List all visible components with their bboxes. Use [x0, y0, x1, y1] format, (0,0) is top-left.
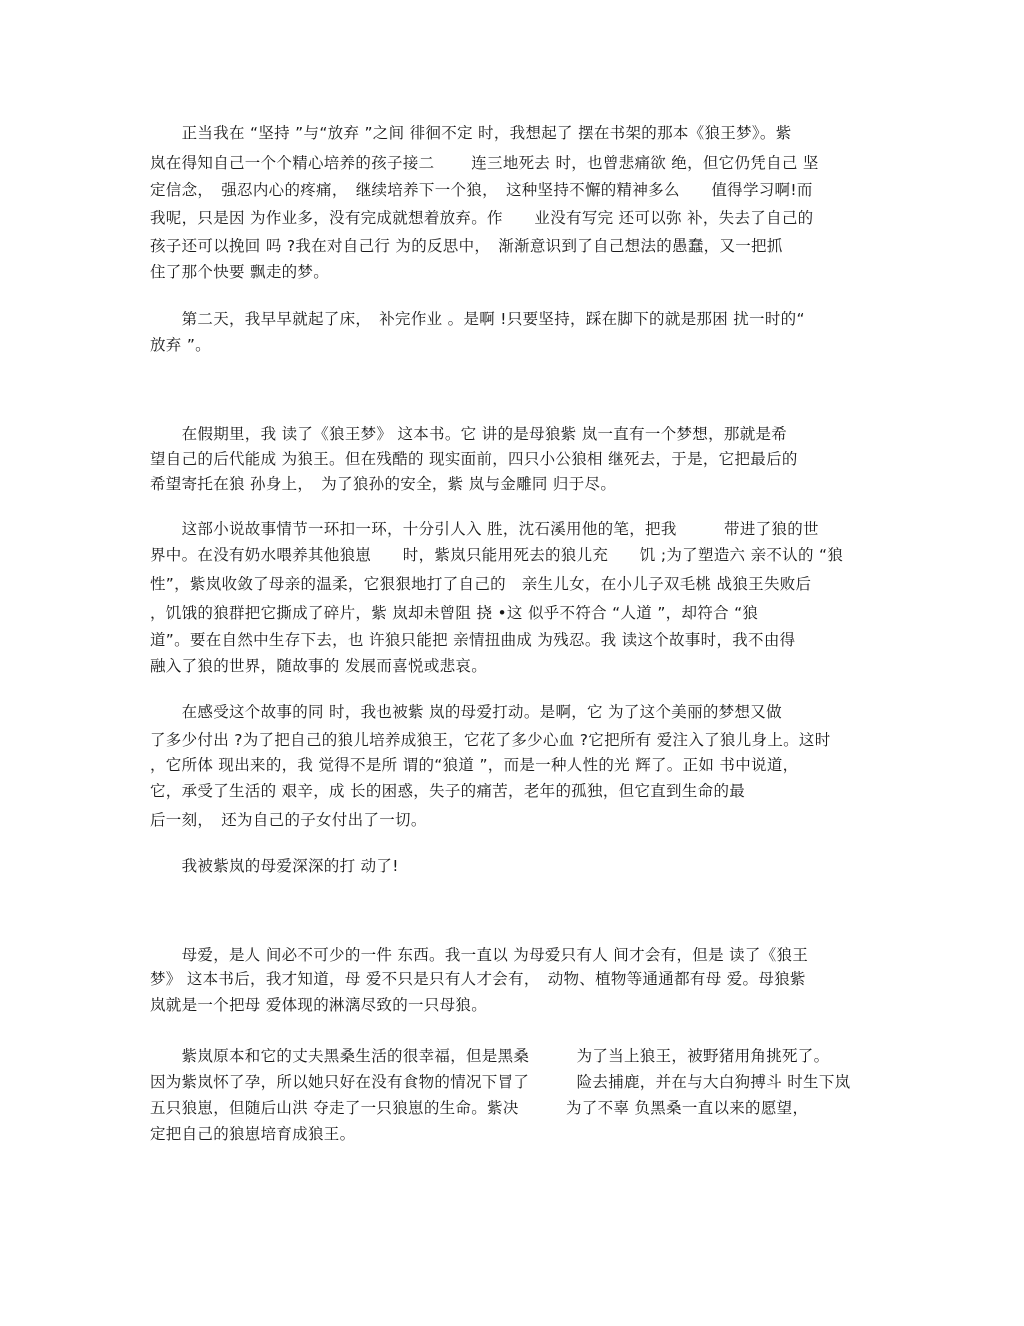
text-line: 五只狼崽，但随后山洪 夺走了一只狼崽的生命。紫决 为了不辜 负黑桑一直以来的愿望，: [150, 1099, 809, 1117]
text-line: 孩子还可以挽回 吗 ?我在对自己行 为的反思中， 渐渐意识到了自己想法的愚蠢，又一把抓: [150, 237, 783, 255]
text-line: 我被紫岚的母爱深深的打 动了!: [150, 857, 399, 875]
text-line: 定把自己的狼崽培育成狼王。: [150, 1125, 356, 1143]
text-line: 希望寄托在狼 孙身上， 为了狼孙的安全，紫 岚与金雕同 归于尽。: [150, 475, 617, 493]
text-line: 紫岚原本和它的丈夫黑桑生活的很幸福，但是黑桑 为了当上狼王，被野猪用角挑死了。: [150, 1047, 830, 1065]
text-line: 在感受这个故事的同 时，我也被紫 岚的母爱打动。是啊，它 为了这个美丽的梦想又做: [150, 703, 782, 721]
text-line: ，饥饿的狼群把它撕成了碎片，紫 岚却未曾阻 挠 •这 似乎不符合 “人道 ”，却符合 “狼: [150, 604, 759, 622]
text-line: 放弃 ”。: [150, 336, 211, 354]
text-line: 岚在得知自己一个个精心培养的孩子接二 连三地死去 时，也曾悲痛欲 绝，但它仍凭自己 坚: [150, 154, 819, 172]
text-line: 在假期里，我 读了《狼王梦》 这本书。它 讲的是母狼紫 岚一直有一个梦想，那就是希: [150, 425, 788, 443]
text-line: 道”。要在自然中生存下去，也 许狼只能把 亲情扭曲成 为残忍。我 读这个故事时，我不由得: [150, 631, 796, 649]
text-line: 正当我在 “坚持 ”与“放弃 ”之间 徘徊不定 时，我想起了 摆在书架的那本《狼王梦》。紫: [150, 124, 792, 142]
text-line: 母爱，是人 间必不可少的一件 东西。我一直以 为母爱只有人 间才会有，但是 读了《狼王: [150, 946, 809, 964]
text-line: 后一刻， 还为自己的子女付出了一切。: [150, 811, 427, 829]
text-line: 因为紫岚怀了孕，所以她只好在没有食物的情况下冒了 险去捕鹿，并在与大白狗搏斗 时生下岚: [150, 1073, 851, 1091]
text-line: 这部小说故事情节一环扣一环，十分引人入 胜，沈石溪用他的笔，把我 带进了狼的世: [150, 520, 819, 538]
text-line: 第二天，我早早就起了床， 补完作业 。是啊 !只要坚持，踩在脚下的就是那困 扰一时的“: [150, 310, 805, 328]
text-line: 我呢，只是因 为作业多，没有完成就想着放弃。作 业没有写完 还可以弥 补，失去了自己的: [150, 209, 814, 227]
text-line: 梦》 这本书后，我才知道，母 爱不只是只有人才会有， 动物、植物等通通都有母 爱。母狼紫: [150, 970, 806, 988]
text-line: 界中。在没有奶水喂养其他狼崽 时，紫岚只能用死去的狼儿充 饥 ;为了塑造六 亲不认的 “狼: [150, 546, 844, 564]
text-line: 望自己的后代能成 为狼王。但在残酷的 现实面前，四只小公狼相 继死去，于是，它把最后的: [150, 450, 798, 468]
text-line: 岚就是一个把母 爱体现的淋漓尽致的一只母狼。: [150, 996, 488, 1014]
text-line: 住了那个快要 飘走的梦。: [150, 263, 330, 281]
text-line: 性”，紫岚收敛了母亲的温柔，它狠狠地打了自己的 亲生儿女，在小儿子双毛桃 战狼王失败后: [150, 575, 812, 593]
text-line: 它，承受了生活的 艰辛，成 长的困惑，失子的痛苦，老年的孤独，但它直到生命的最: [150, 782, 746, 800]
text-line: 融入了狼的世界，随故事的 发展而喜悦或悲哀。: [150, 657, 488, 675]
text-line: 定信念， 强忍内心的疼痛， 继续培养下一个狼， 这种坚持不懈的精神多么 值得学习啊!而: [150, 181, 813, 199]
text-line: 了多少付出 ?为了把自己的狼儿培养成狼王，它花了多少心血 ?它把所有 爱注入了狼儿身上。这时: [150, 731, 831, 749]
text-line: ，它所体 现出来的，我 觉得不是所 谓的“狼道 ”，而是一种人性的光 辉了。正如 书中说道，: [150, 756, 799, 774]
